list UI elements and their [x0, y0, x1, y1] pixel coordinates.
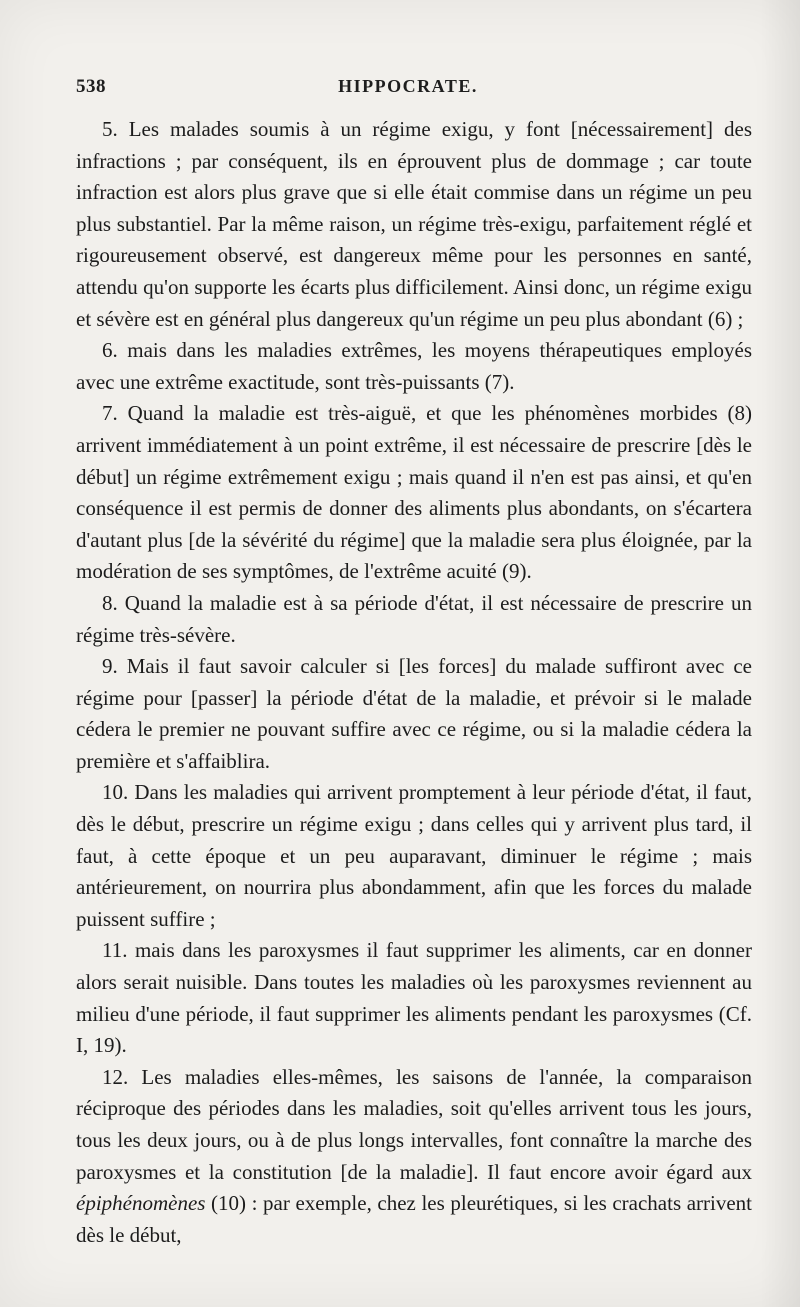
paragraph-9: 9. Mais il faut savoir calculer si [les forces] du malade suffiront avec ce régime pour [passer] la période d'état de la maladie, et prévoir si le malade cédera le premier ne pouvant suffire avec ce régime, ou si la maladie cédera la première et s'affaiblira. — [76, 654, 752, 773]
page-number: 538 — [76, 76, 106, 97]
body-text — [76, 114, 752, 1251]
paragraph-12-emphasis: épiphénomènes — [76, 1191, 206, 1216]
paragraph-12-text-before: 12. Les maladies elles-mêmes, les saisons de l'année, la comparaison réciproque des périodes dans les maladies, soit qu'elles arrivent tous les jours, tous les deux jours, ou à de plus longs intervalles, font connaître la marche des paroxysmes et la constitution [de la maladie]. Il faut encore avoir égard aux — [76, 1064, 752, 1184]
paragraph-12 — [76, 1062, 752, 1252]
running-head: HIPPOCRATE. — [338, 76, 478, 96]
paragraph-6: 6. mais dans les maladies extrêmes, les moyens thérapeutiques employés avec une extrême exactitude, sont très-puissants (7). — [76, 338, 752, 394]
paragraph-12-text-after: (10) : par exemple, chez les pleurétiques, si les crachats arrivent dès le début, — [76, 1191, 752, 1247]
paragraph-5: 5. Les malades soumis à un régime exigu, y font [nécessairement] des infractions ; par conséquent, ils en éprouvent plus de dommage ; car toute infraction est alors plus grave que si elle était commise dans un régime un peu plus substantiel. Par la même raison, un régime très-exigu, parfaitement réglé et rigoureusement observé, est dangereux même pour les personnes en santé, attendu qu'on supporte les écarts plus difficilement. Ainsi donc, un régime exigu et sévère est en général plus dangereux qu'un régime un peu plus abondant (6) ; — [76, 117, 752, 331]
paragraph-8: 8. Quand la maladie est à sa période d'état, il est nécessaire de prescrire un régime très-sévère. — [76, 590, 752, 647]
paragraph-10: 10. Dans les maladies qui arrivent promptement à leur période d'état, il faut, dès le début, prescrire un régime exigu ; dans celles qui y arrivent plus tard, il faut, à cette époque et un peu auparavant, diminuer le régime ; mais antérieurement, on nourrira plus abondamment, afin que les forces du malade puissent suffire ; — [76, 780, 752, 931]
paragraph-7: 7. Quand la maladie est très-aiguë, et que les phénomènes morbides (8) arrivent immédiatement à un point extrême, il est nécessaire de prescrire [dès le début] un régime extrêmement exigu ; mais quand il n'en est pas ainsi, et qu'en conséquence il est permis de donner des aliments plus abondants, on s'écartera d'autant plus [de la sévérité du régime] que la maladie sera plus éloignée, par la modération de ses symptômes, de l'extrême acuité (9). — [76, 401, 752, 584]
paragraph-11: 11. mais dans les paroxysmes il faut supprimer les aliments, car en donner alors serait nuisible. Dans toutes les maladies où les paroxysmes reviennent au milieu d'une période, il faut supprimer les aliments pendant les paroxysmes (Cf. I, 19). — [76, 938, 752, 1058]
page-header — [76, 76, 740, 106]
